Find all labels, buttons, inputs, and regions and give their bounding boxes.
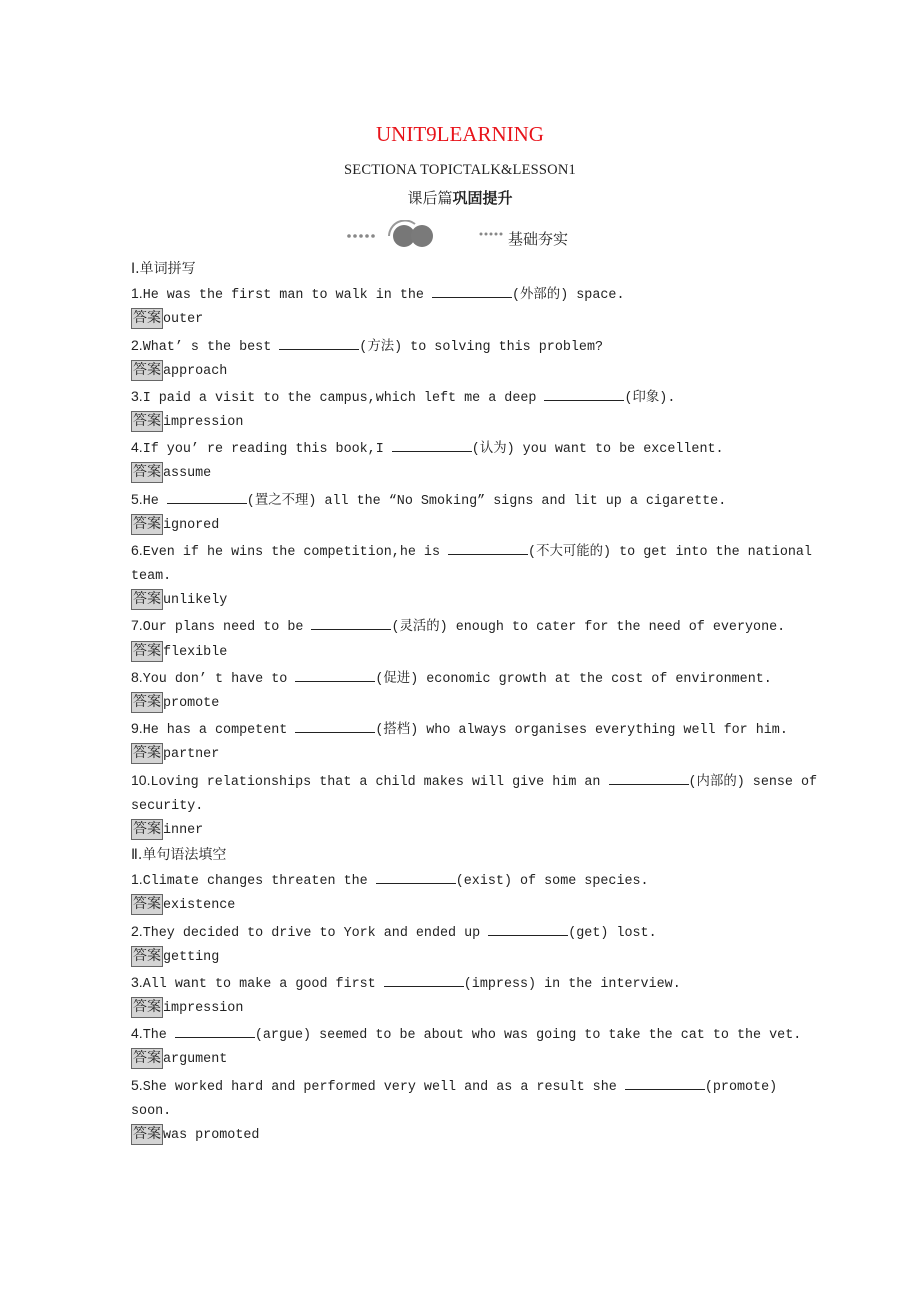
question-number: 4. xyxy=(131,1025,143,1042)
answer-label: 答案 xyxy=(131,946,163,967)
question-item xyxy=(131,970,821,997)
question-number: 2. xyxy=(131,336,143,353)
answer-label: 答案 xyxy=(131,514,163,535)
section-banner xyxy=(345,220,585,250)
answer-text: ignored xyxy=(163,517,220,533)
question-hint: (内部的) sense of security. xyxy=(131,774,818,814)
answer-blank xyxy=(175,1023,255,1038)
answer-text: assume xyxy=(163,466,212,482)
exercise-type xyxy=(0,187,920,208)
answer-row xyxy=(131,1124,821,1148)
question-text: He was the first man to walk in the xyxy=(142,288,432,304)
question-item xyxy=(131,333,821,360)
answer-label: 答案 xyxy=(131,360,163,381)
question-number: 3. xyxy=(131,973,143,990)
question-item xyxy=(131,613,821,640)
question-number: 4. xyxy=(131,439,143,456)
section-subtitle: SECTIONA TOPICTALK&LESSON1 xyxy=(344,162,576,178)
answer-label: 答案 xyxy=(131,411,163,432)
question-item xyxy=(131,665,821,692)
answer-text: getting xyxy=(163,949,220,965)
answer-row xyxy=(131,641,821,665)
answer-label: 答案 xyxy=(131,997,163,1018)
answer-text: approach xyxy=(163,363,228,379)
question-item xyxy=(131,919,821,946)
question-number: 1. xyxy=(131,285,143,302)
question-text: He has a competent xyxy=(142,723,296,739)
answer-label: 答案 xyxy=(131,743,163,764)
question-text: Our plans need to be xyxy=(142,620,312,636)
question-text: She worked hard and performed very well and as a result she xyxy=(142,1079,625,1095)
answer-label: 答案 xyxy=(131,462,163,483)
answer-row xyxy=(131,308,821,332)
question-item xyxy=(131,867,821,894)
page-title: UNIT9LEARNING xyxy=(376,122,544,146)
answer-text: was promoted xyxy=(163,1128,260,1144)
question-text: Even if he wins the competition,he is xyxy=(142,544,449,560)
question-text: What’ s the best xyxy=(142,339,280,355)
exercise-content xyxy=(131,257,821,1148)
answer-blank xyxy=(384,972,464,987)
question-number: 3. xyxy=(131,387,143,404)
question-hint: (impress) in the interview. xyxy=(463,976,681,992)
question-number: 7. xyxy=(131,617,143,634)
question-number: 6. xyxy=(131,541,143,558)
question-text: He xyxy=(142,493,167,509)
question-item xyxy=(131,768,821,819)
question-item xyxy=(131,1073,821,1124)
question-hint: (exist) of some species. xyxy=(455,874,649,890)
question-item xyxy=(131,1021,821,1048)
question-item xyxy=(131,716,821,743)
answer-text: flexible xyxy=(163,644,228,660)
answer-blank xyxy=(432,283,512,298)
answer-blank xyxy=(311,615,391,630)
answer-label: 答案 xyxy=(131,589,163,610)
answer-blank xyxy=(167,489,247,504)
answer-blank xyxy=(295,718,375,733)
question-hint: (get) lost. xyxy=(568,925,657,941)
question-hint: (promote) soon. xyxy=(131,1079,778,1119)
answer-row xyxy=(131,411,821,435)
banner-label: 基础夯实 xyxy=(508,230,569,248)
section-heading: Ⅰ.单词拼写 xyxy=(131,261,196,277)
answer-label: 答案 xyxy=(131,1124,163,1145)
answer-row xyxy=(131,997,821,1021)
answer-text: impression xyxy=(163,415,244,431)
question-item xyxy=(131,435,821,462)
answer-text: promote xyxy=(163,696,220,712)
question-text: Loving relationships that a child makes will give him an xyxy=(150,774,609,790)
answer-text: inner xyxy=(163,822,204,838)
question-number: 10. xyxy=(131,771,151,788)
answer-text: unlikely xyxy=(163,593,228,609)
answer-text: impression xyxy=(163,1001,244,1017)
question-text: They decided to drive to York and ended up xyxy=(142,925,489,941)
answer-row xyxy=(131,360,821,384)
answer-blank xyxy=(376,869,456,884)
question-text: You don’ t have to xyxy=(142,671,296,687)
answer-label: 答案 xyxy=(131,1048,163,1069)
question-text: If you’ re reading this book,I xyxy=(142,442,392,458)
question-text: Climate changes threaten the xyxy=(142,874,376,890)
answer-row xyxy=(131,514,821,538)
answer-row xyxy=(131,589,821,613)
answer-label: 答案 xyxy=(131,894,163,915)
answer-blank xyxy=(392,437,472,452)
decorative-circles-icon xyxy=(345,220,505,250)
answer-label: 答案 xyxy=(131,819,163,840)
question-number: 9. xyxy=(131,720,143,737)
question-number: 5. xyxy=(131,1076,143,1093)
question-hint: (方法) to solving this problem? xyxy=(359,339,604,355)
answer-blank xyxy=(448,540,528,555)
answer-blank xyxy=(609,770,689,785)
answer-blank xyxy=(488,921,568,936)
question-number: 2. xyxy=(131,922,143,939)
question-hint: (灵活的) enough to cater for the need of everyone. xyxy=(391,620,786,636)
question-text: The xyxy=(142,1028,175,1044)
question-item xyxy=(131,281,821,308)
question-hint: (搭档) who always organises everything well for him. xyxy=(375,723,788,739)
question-number: 8. xyxy=(131,668,143,685)
question-hint: (argue) seemed to be about who was going to take the cat to the vet. xyxy=(254,1028,802,1044)
answer-row xyxy=(131,692,821,716)
answer-text: existence xyxy=(163,898,236,914)
question-item xyxy=(131,487,821,514)
answer-text: outer xyxy=(163,312,204,328)
sub2-plain: 课后篇 xyxy=(407,189,453,207)
answer-row xyxy=(131,894,821,918)
answer-text: partner xyxy=(163,747,220,763)
answer-label: 答案 xyxy=(131,641,163,662)
question-item xyxy=(131,384,821,411)
answer-label: 答案 xyxy=(131,308,163,329)
answer-blank xyxy=(625,1075,705,1090)
question-hint: (印象). xyxy=(624,390,676,406)
answer-row xyxy=(131,1048,821,1072)
answer-label: 答案 xyxy=(131,692,163,713)
section-heading: Ⅱ.单句语法填空 xyxy=(131,847,227,864)
question-number: 1. xyxy=(131,871,143,888)
answer-blank xyxy=(544,386,624,401)
answer-row xyxy=(131,743,821,767)
answer-blank xyxy=(295,667,375,682)
question-text: I paid a visit to the campus,which left me a deep xyxy=(142,390,545,406)
sub2-bold: 巩固提升 xyxy=(452,189,513,207)
question-item xyxy=(131,538,821,589)
question-hint: (不大可能的) to get into the national team. xyxy=(131,544,812,585)
answer-row xyxy=(131,462,821,486)
question-hint: (外部的) space. xyxy=(511,288,625,304)
question-number: 5. xyxy=(131,490,143,507)
answer-row xyxy=(131,946,821,970)
question-text: All want to make a good first xyxy=(142,976,384,992)
question-hint: (认为) you want to be excellent. xyxy=(471,442,724,458)
answer-blank xyxy=(279,335,359,350)
answer-row xyxy=(131,819,821,843)
question-hint: (促进) economic growth at the cost of environment. xyxy=(375,671,772,687)
question-hint: (置之不理) all the “No Smoking” signs and lit up a cigarette. xyxy=(246,493,727,509)
answer-text: argument xyxy=(163,1052,228,1068)
